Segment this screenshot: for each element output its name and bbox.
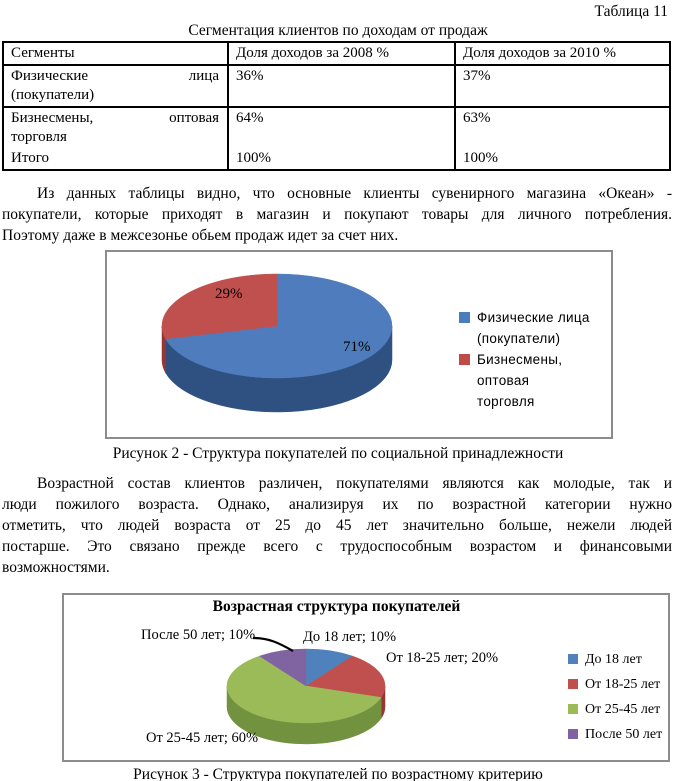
segment-word: оптовая [169, 110, 219, 126]
value-cell: 100% [228, 148, 455, 170]
pie-slice-label: От 25-45 лет; 60% [146, 730, 259, 746]
figure-3-chart [62, 593, 670, 762]
chart-title: Возрастная структура покупателей [212, 598, 461, 615]
legend-swatch-icon [568, 704, 578, 714]
segment-cell: Физические лица (покупатели) [3, 65, 228, 107]
legend-item [568, 647, 662, 672]
paragraph-1 [2, 183, 672, 246]
legend-label: После 50 лет [585, 727, 663, 742]
table-row [3, 107, 670, 148]
paragraph-line: постарше. Это связано прежде всего с трудоспособным возрастом и финансовыми [2, 538, 672, 555]
segment-word: Физические [11, 68, 89, 84]
chart-legend [459, 307, 611, 412]
legend-label: До 18 лет [585, 652, 642, 667]
segment-word: лица [188, 68, 219, 84]
legend-swatch-icon [568, 729, 578, 739]
paragraph-line: покупатели, которые приходят в магазин и покупают товары для личного потребления. [2, 206, 672, 223]
figure-2-chart [105, 250, 613, 439]
table-title: Сегментация клиентов по доходам от продаж [188, 22, 488, 39]
legend-swatch-icon [568, 654, 578, 664]
segment-cell: Бизнесмены, оптовая торговля [11, 110, 219, 145]
legend-swatch-icon [568, 679, 578, 689]
value-cell: 100% [455, 148, 670, 170]
pie-slice-label: До 18 лет; 10% [303, 629, 397, 645]
pie-slice-label: 71% [343, 339, 371, 355]
figure-3-caption: Рисунок 3 - Структура покупателей по возрастному критерию [133, 766, 543, 781]
legend-item [459, 307, 611, 349]
table-number-label: Таблица 11 [594, 3, 668, 20]
paragraph-line: возможностями. [2, 559, 110, 576]
segments-table-body [3, 65, 670, 170]
legend-label: От 25-45 лет [585, 702, 661, 717]
table-row [3, 65, 670, 107]
pie-slice-label: 29% [215, 286, 243, 302]
column-header: Сегменты [3, 42, 228, 65]
table-header-row [3, 42, 670, 65]
legend-label: Физические лица (покупатели) [477, 310, 590, 346]
legend-swatch-icon [459, 312, 470, 323]
segment-word: Бизнесмены, [11, 110, 94, 126]
legend-label: Бизнесмены, оптовая торговля [477, 352, 563, 409]
value-cell: 36% [228, 65, 455, 107]
paragraph-line: Возрастной состав клиентов различен, покупателями являются как молодые, так и [37, 475, 672, 492]
column-header: Доля доходов за 2008 % [228, 42, 455, 65]
value-cell: 37% [455, 65, 670, 107]
table-row [3, 148, 670, 170]
column-header: Доля доходов за 2010 % [455, 42, 670, 65]
paragraph-2 [2, 473, 672, 578]
legend-label: От 18-25 лет [585, 677, 661, 692]
segment-cell: Итого [11, 150, 49, 166]
value-cell: 63% [455, 107, 670, 148]
label-leader-line [253, 638, 293, 651]
segments-table-header [3, 42, 670, 65]
chart-legend [568, 647, 662, 747]
segments-table [2, 41, 671, 171]
legend-item [568, 722, 662, 747]
legend-item [459, 349, 611, 412]
legend-item [568, 697, 662, 722]
paragraph-line: люди пожилого возраста. Однако, анализируя их по возрастной категории нужно [2, 496, 672, 513]
paragraph-line: Поэтому даже в межсезонье обьем продаж идет за счет них. [2, 227, 399, 244]
paragraph-line: Из данных таблицы видно, что основные клиенты сувенирного магазина «Океан» - [37, 185, 672, 202]
legend-item [568, 672, 662, 697]
value-cell: 64% [228, 107, 455, 148]
pie-slice-label: После 50 лет; 10% [141, 627, 256, 643]
legend-swatch-icon [459, 354, 470, 365]
figure-2-caption: Рисунок 2 - Структура покупателей по социальной принадлежности [112, 445, 564, 462]
paragraph-line: отметить, что людей возраста от 25 до 45 лет значительно больше, нежели людей [2, 517, 672, 534]
pie-slice-label: От 18-25 лет; 20% [386, 650, 499, 666]
